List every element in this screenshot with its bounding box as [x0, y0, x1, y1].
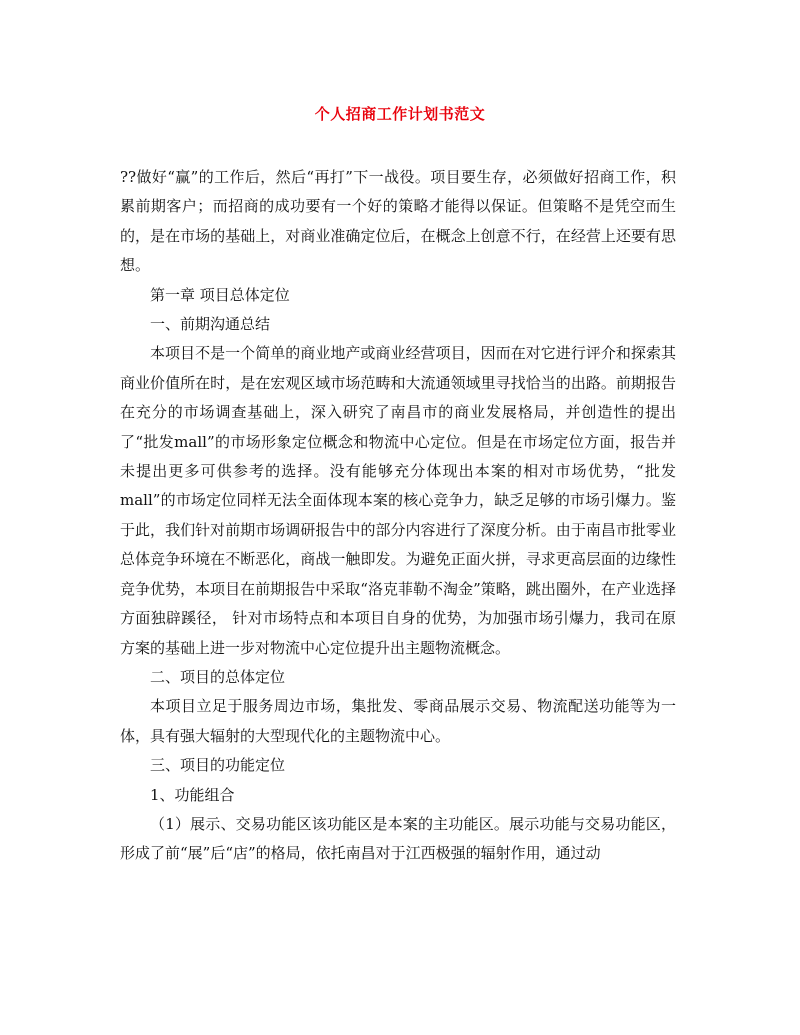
heading-subsection-1: 1、功能组合: [150, 785, 235, 804]
paragraph-function-area: （1）展示、交易功能区该功能区是本案的主功能区。展示功能与交易功能区，形成了前“展”后“店”的格局，依托南昌对于江西极强的辐射作用，通过动: [120, 814, 676, 863]
heading-section-1: 一、前期沟通总结: [150, 315, 271, 334]
heading-section-3: 三、项目的功能定位: [150, 756, 286, 775]
document-title: 个人招商工作计划书范文: [314, 105, 486, 123]
heading-section-2: 二、项目的总体定位: [150, 667, 286, 686]
paragraph-intro: ??做好“赢”的工作后，然后“再打”下一战役。项目要生存，必须做好招商工作，积累前期客户；而招商的成功要有一个好的策略才能得以保证。但策略不是凭空而生的，是在市场的基础上，对商业准确定位后，在概念上创意不行，在经营上还要有思想。: [120, 168, 676, 275]
document-body: [120, 163, 676, 869]
paragraph-overall-positioning: 本项目立足于服务周边市场，集批发、零商品展示交易、物流配送功能等为一体，具有强大辐射的大型现代化的主题物流中心。: [120, 697, 676, 745]
heading-chapter-1: 第一章 项目总体定位: [150, 285, 290, 304]
paragraph-summary: 本项目不是一个简单的商业地产或商业经营项目，因而在对它进行评介和探索其商业价值所在时，是在宏观区域市场范畴和大流通领域里寻找恰当的出路。前期报告在充分的市场调查基础上，深入研究了南昌市的商业发展格局，并创造性的提出了“批发mall”的市场形象定位概念和物流中心定位。但是在市场定位方面，报告并未提出更多可供参考的选择。没有能够充分体现出本案的相对市场优势，“批发mall”的市场定位同样无法全面体现本案的核心竞争力，缺乏足够的市场引爆力。鉴于此，我们针对前期市场调研报告中的部分内容进行了深度分析。由于南昌市批零业总体竞争环境在不断恶化，商战一触即发。为避免正面火拼，寻求更高层面的边缘性竞争优势，本项目在前期报告中采取“洛克菲勒不淘金”策略，跳出圈外，在产业选择方面独辟蹊径， 针对市场特点和本项目自身的优势，为加强市场引爆力，我司在原方案的基础上进一步对物流中心定位提升出主题物流概念。: [120, 344, 676, 657]
